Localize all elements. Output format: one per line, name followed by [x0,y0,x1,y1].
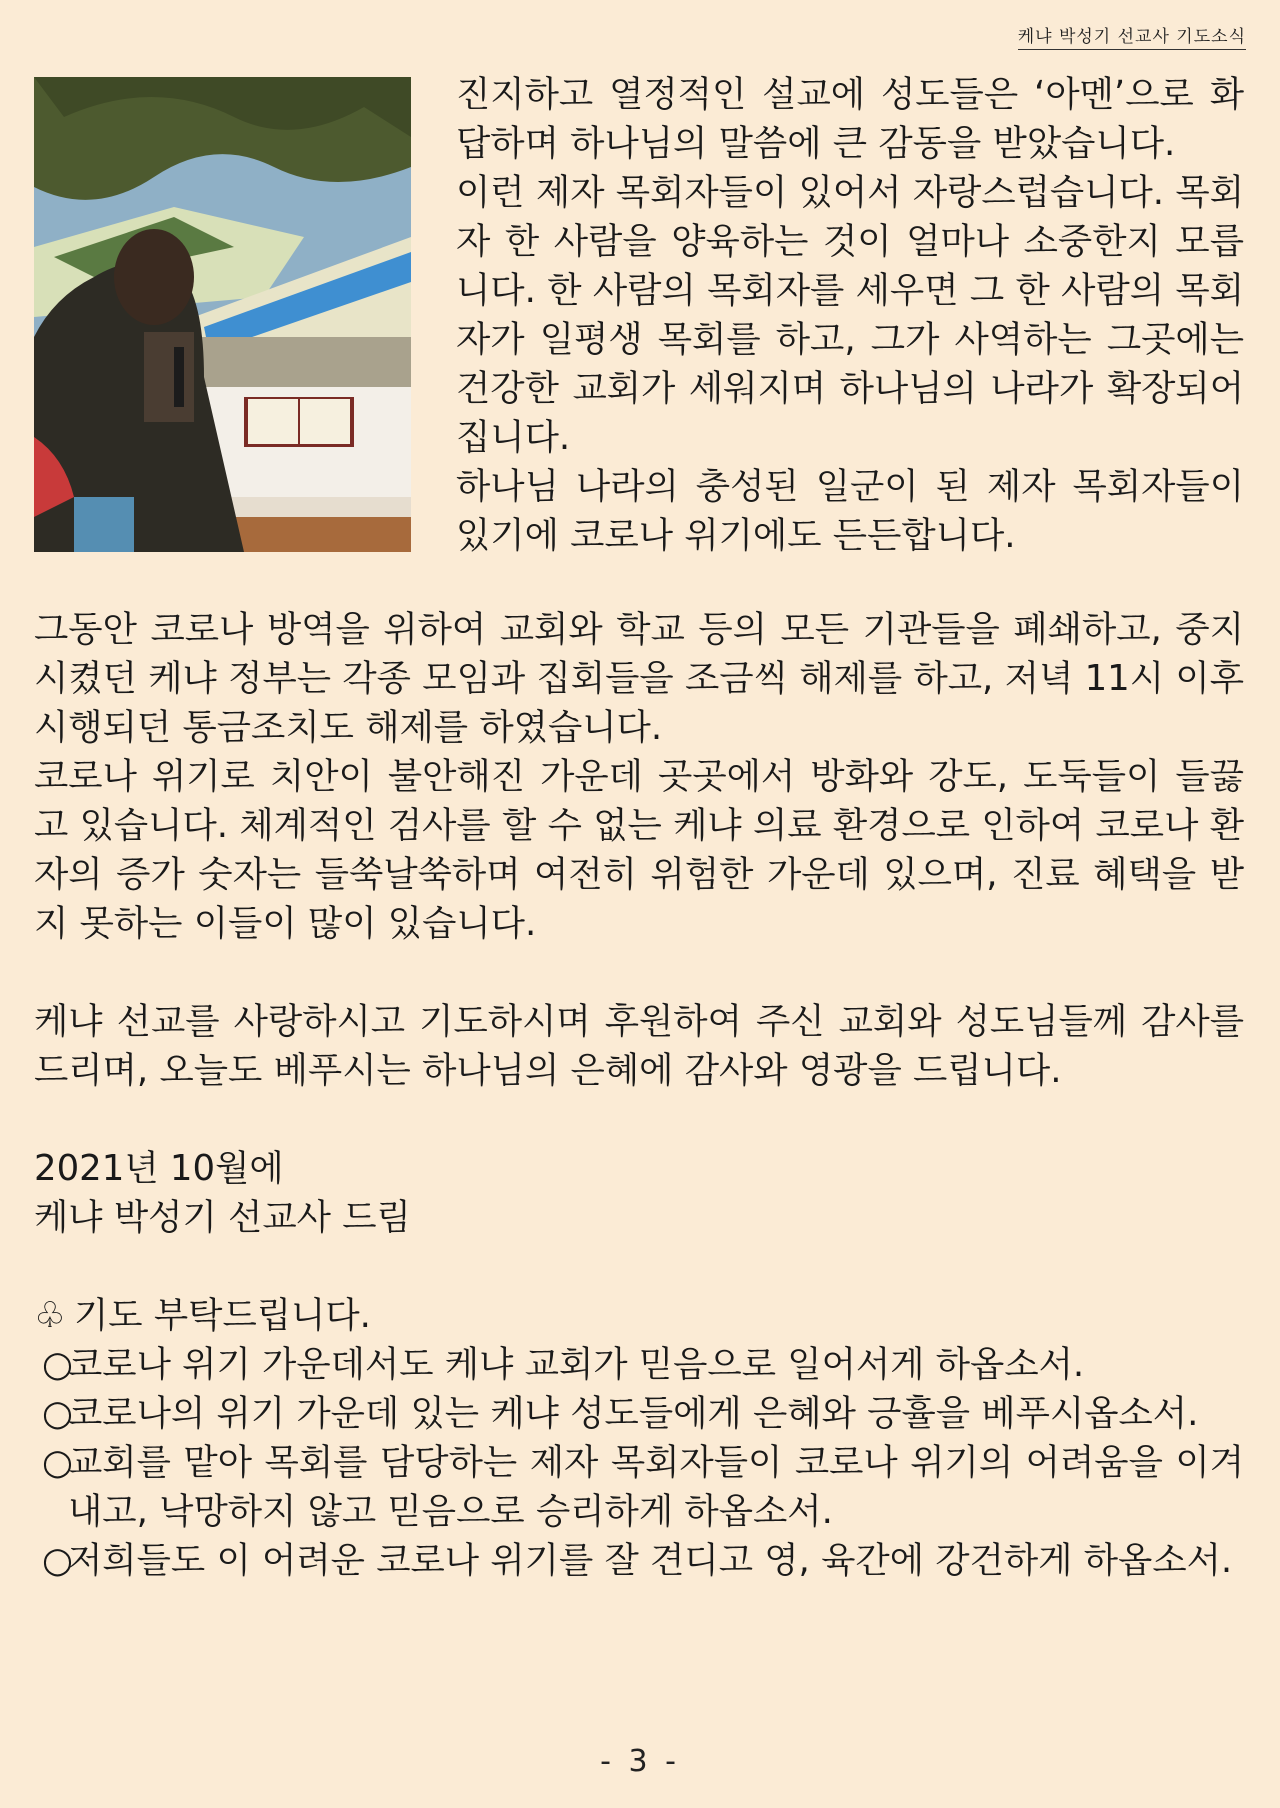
paragraph: 이런 제자 목회자들이 있어서 자랑스럽습니다. 목회자 한 사람을 양육하는 것이 얼마나 소중한지 모릅니다. 한 사람의 목회자를 세우면 그 한 사람의 목회자가 일평생 목회를 하고, 그가 사역하는 그곳에는 건강한 교회가 세워지며 하나님의 나라가 확장되어집니다. [456,172,1244,458]
top-text-block [456,70,1244,560]
club-icon: ♧ [34,1295,66,1336]
signature-date: 2021년 10월에 [34,1148,284,1189]
signature-name: 케냐 박성기 선교사 드림 [34,1197,411,1238]
paragraph: 하나님 나라의 충성된 일군이 된 제자 목회자들이 있기에 코로나 위기에도 든든합니다. [456,466,1244,556]
paragraph: 진지하고 열정적인 설교에 성도들은 ‘아멘’으로 화답하며 하나님의 말씀에 큰 감동을 받았습니다. [456,74,1244,164]
prayer-item [34,1340,1244,1389]
bullet-icon: ○ [42,1393,73,1434]
preacher-photo-illustration [34,77,411,552]
prayer-heading-text: 기도 부탁드립니다. [74,1295,371,1336]
main-text-block [34,605,1244,1585]
document-header: 케냐 박성기 선교사 기도소식 [1018,22,1246,50]
prayer-item-text: 코로나의 위기 가운데 있는 케냐 성도들에게 은혜와 긍휼을 베푸시옵소서. [68,1393,1199,1434]
page-number: - 3 - [600,1744,680,1779]
prayer-item-text: 저희들도 이 어려운 코로나 위기를 잘 견디고 영, 육간에 강건하게 하옵소서. [68,1540,1233,1581]
bullet-icon: ○ [42,1442,73,1483]
prayer-item-text: 교회를 맡아 목회를 담당하는 제자 목회자들이 코로나 위기의 어려움을 이겨내고, 낙망하지 않고 믿음으로 승리하게 하옵소서. [68,1442,1244,1532]
prayer-item-text: 코로나 위기 가운데서도 케냐 교회가 믿음으로 일어서게 하옵소서. [68,1344,1085,1385]
thanks-paragraph: 케냐 선교를 사랑하시고 기도하시며 후원하여 주신 교회와 성도님들께 감사를 드리며, 오늘도 베푸시는 하나님의 은혜에 감사와 영광을 드립니다. [34,1001,1244,1091]
prayer-heading [34,1291,1244,1340]
prayer-item [34,1536,1244,1585]
prayer-item [34,1389,1244,1438]
paragraph: 그동안 코로나 방역을 위하여 교회와 학교 등의 모든 기관들을 폐쇄하고, 중지시켰던 케냐 정부는 각종 모임과 집회들을 조금씩 해제를 하고, 저녁 11시 이후 시행되던 통금조치도 해제를 하였습니다. [34,609,1244,748]
bullet-icon: ○ [42,1540,73,1581]
prayer-item [34,1438,1244,1536]
preacher-photo [34,77,411,552]
bullet-icon: ○ [42,1344,73,1385]
paragraph: 코로나 위기로 치안이 불안해진 가운데 곳곳에서 방화와 강도, 도둑들이 들끓고 있습니다. 체계적인 검사를 할 수 없는 케냐 의료 환경으로 인하여 코로나 환자의 증가 숫자는 들쑥날쑥하며 여전히 위험한 가운데 있으며, 진료 혜택을 받지 못하는 이들이 많이 있습니다. [34,756,1244,944]
